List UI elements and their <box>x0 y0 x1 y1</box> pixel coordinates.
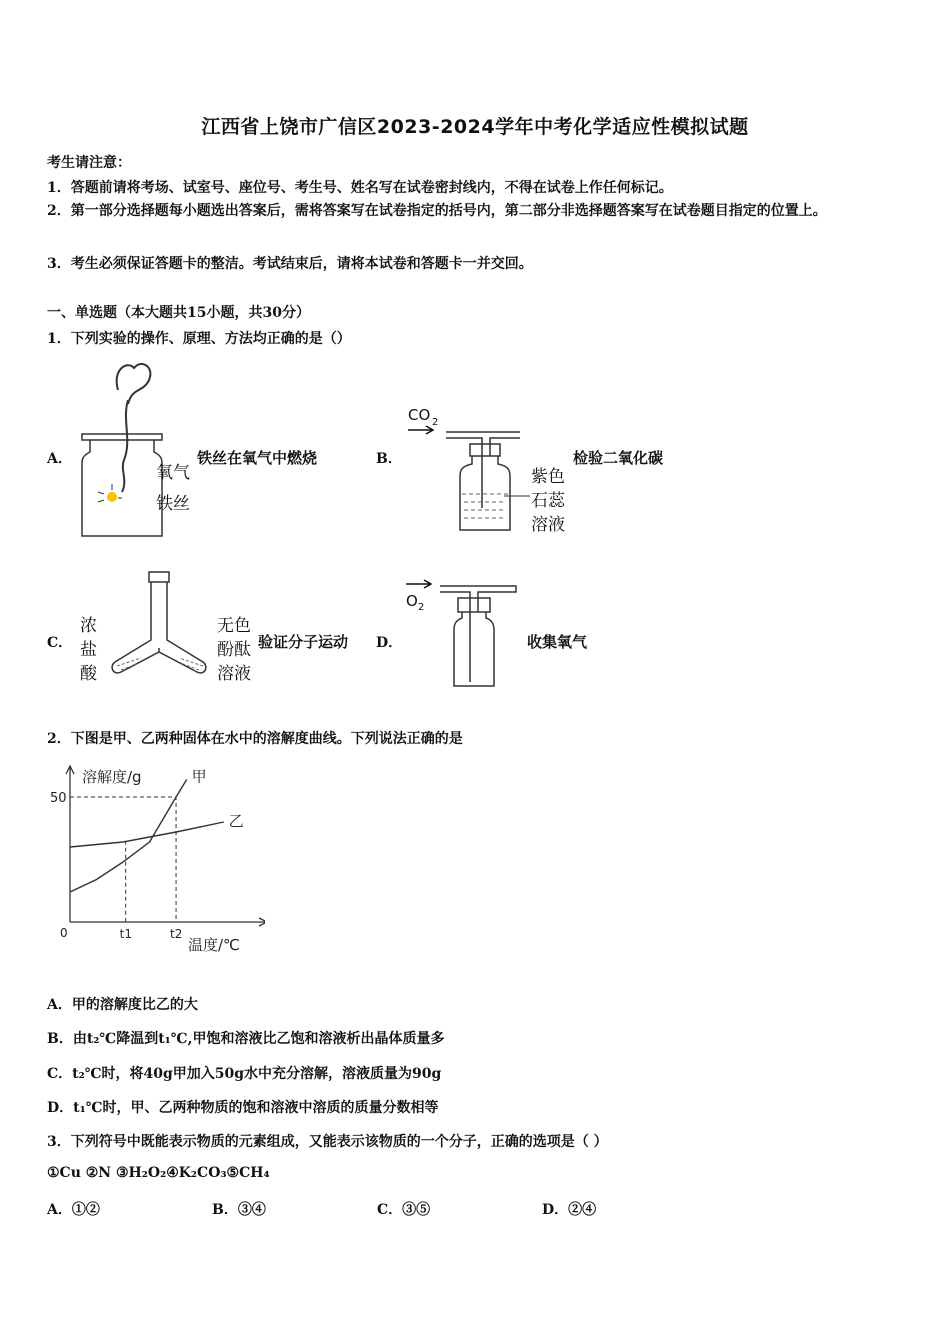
q2-option-c: C．t₂℃时，将40g甲加入50g水中充分溶解，溶液质量为90g <box>47 1066 442 1082</box>
option-a-caption: 铁丝在氧气中燃烧 <box>197 449 318 467</box>
svg-text:O: O <box>406 592 418 610</box>
svg-text:2: 2 <box>418 602 425 613</box>
y-tube-diagram <box>105 570 215 680</box>
notice-item: 3．考生必须保证答题卡的整洁。考试结束后，请将本试卷和答题卡一并交回。 <box>47 256 533 272</box>
origin-label: 0 <box>60 926 68 940</box>
option-c-letter: C． <box>47 635 73 651</box>
option-d-letter: D． <box>376 635 403 651</box>
oxygen-collection-bottle-diagram <box>400 572 530 692</box>
q3-option-b: B．③④ <box>212 1202 266 1218</box>
q3-symbols: ①Cu ②N ③H₂O₂④K₂CO₃⑤CH₄ <box>47 1165 270 1181</box>
q2-option-b: B．由t₂℃降温到t₁℃,甲饱和溶液比乙饱和溶液析出晶体质量多 <box>47 1031 445 1047</box>
y-axis <box>66 766 74 922</box>
x-tick-label-t2: t2 <box>170 927 183 941</box>
label-purple: 紫色 <box>531 467 565 487</box>
option-d-caption: 收集氧气 <box>527 633 588 651</box>
series-label-1: 甲 <box>191 767 207 786</box>
label-hydrochloric: 盐 <box>80 640 97 660</box>
q2-option-d: D．t₁℃时，甲、乙两种物质的饱和溶液中溶质的质量分数相等 <box>47 1100 439 1116</box>
label-colorless: 无色 <box>217 616 251 636</box>
page-title: 江西省上饶市广信区2023-2024学年中考化学适应性模拟试题 <box>201 116 749 138</box>
q3-option-d: D．②④ <box>542 1202 597 1218</box>
option-b-letter: B． <box>376 451 402 467</box>
q3-option-c: C．③⑤ <box>377 1202 431 1218</box>
series-line-1 <box>70 780 187 893</box>
question-1-stem: 1．下列实验的操作、原理、方法均正确的是（） <box>47 331 351 347</box>
iron-burning-apparatus-diagram <box>72 360 202 545</box>
q2-option-a: A．甲的溶解度比乙的大 <box>47 997 198 1013</box>
label-conc: 浓 <box>80 616 97 636</box>
y-tick-label: 50 <box>50 791 67 806</box>
label-oxygen: 氧气 <box>156 463 190 483</box>
q3-option-a: A．①② <box>47 1202 100 1218</box>
label-solution-c: 溶液 <box>217 664 251 684</box>
x-axis-label: 温度/℃ <box>188 936 240 954</box>
notice-item: 2．第一部分选择题每小题选出答案后，需将答案写在试卷指定的括号内，第二部分非选择题答案写在试卷题目指定的位置上。 <box>47 203 827 219</box>
x-tick-label-t1: t1 <box>119 927 133 941</box>
series-label-2: 乙 <box>228 812 244 830</box>
question-3-stem: 3．下列符号中既能表示物质的元素组成，又能表示该物质的一个分子，正确的选项是（ ） <box>47 1134 608 1150</box>
option-c-caption: 验证分子运动 <box>258 633 349 651</box>
notice-heading: 考生请注意： <box>47 155 131 171</box>
label-iron-wire: 铁丝 <box>156 494 190 514</box>
label-phenolphthalein: 酚酞 <box>217 640 251 660</box>
label-solution: 溶液 <box>531 515 565 535</box>
svg-text:CO: CO <box>408 406 431 424</box>
solubility-chart <box>45 760 265 960</box>
section-heading: 一、单选题（本大题共15小题，共30分） <box>47 305 310 321</box>
question-2-stem: 2．下图是甲、乙两种固体在水中的溶解度曲线。下列说法正确的是 <box>47 731 463 747</box>
svg-text:2: 2 <box>432 417 439 428</box>
y-axis-label: 溶解度/g <box>82 768 142 786</box>
t2-guide <box>70 797 176 922</box>
label-acid: 酸 <box>80 664 97 684</box>
label-litmus: 石蕊 <box>531 491 565 511</box>
x-axis <box>70 918 265 926</box>
option-a-letter: A． <box>47 451 72 467</box>
notice-item: 1．答题前请将考场、试室号、座位号、考生号、姓名写在试卷密封线内，不得在试卷上作任何标记。 <box>47 180 673 196</box>
option-b-caption: 检验二氧化碳 <box>573 449 664 467</box>
